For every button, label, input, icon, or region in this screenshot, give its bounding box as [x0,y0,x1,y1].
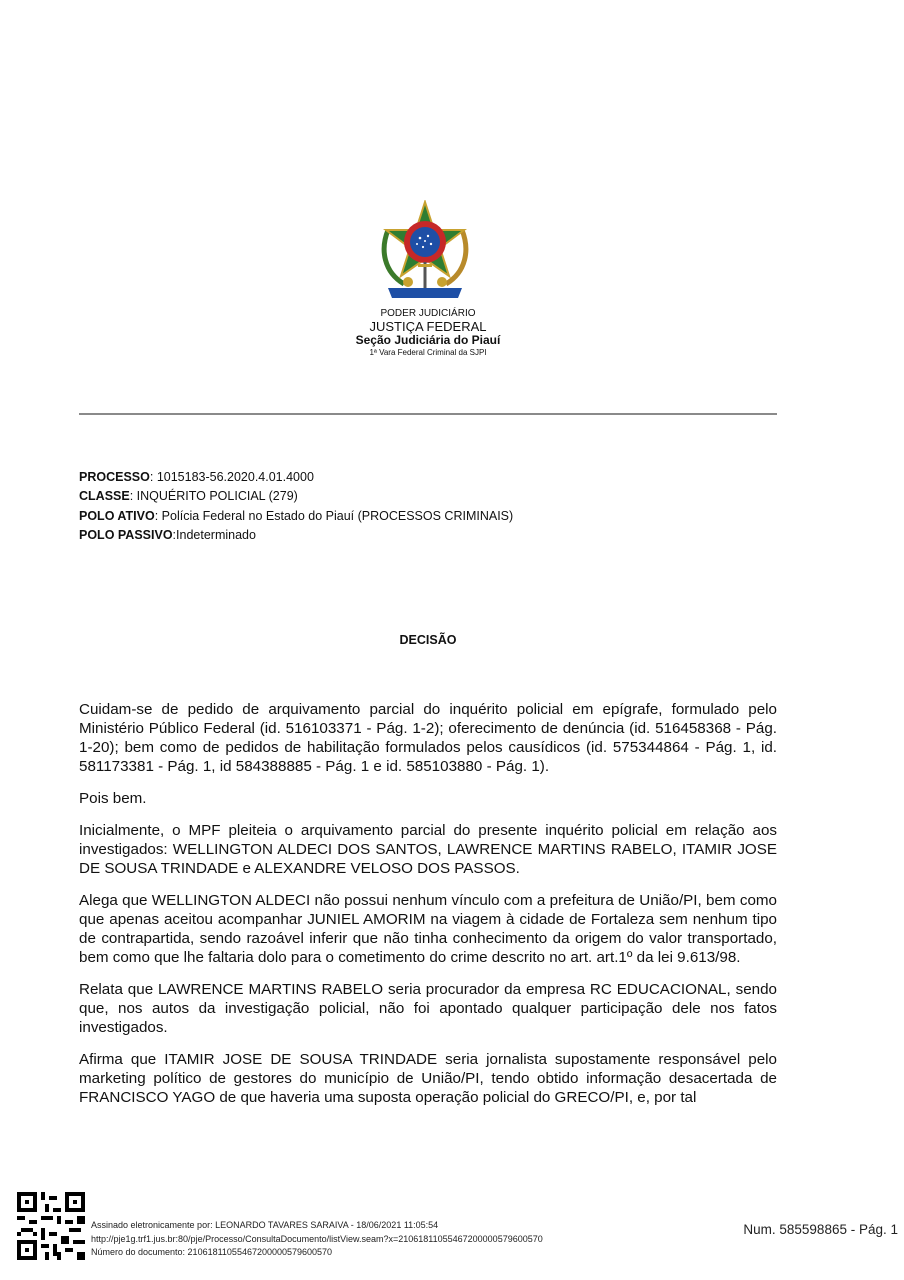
body-paragraph: Cuidam-se de pedido de arquivamento parcial do inquérito policial em epígrafe, formulado pelo Ministério Público Federal (id. 516103371 - Pág. 1-2); oferecimento de denúncia (id. 516458368 - Pág. 1-20); bem como de pedidos de habilitação formulados pelos causídicos (id. 575344864 - Pág. 1, id. 581173381 - Pág. 1, id 584388885 - Pág. 1 e id. 585103880 - Pág. 1). [79,701,777,775]
court-header [0,308,856,357]
metadata-value: INQUÉRITO POLICIAL (279) [136,489,298,504]
metadata-label: POLO ATIVO [79,508,155,523]
metadata-row: PROCESSO: 1015183-56.2020.4.01.4000 [79,470,314,484]
metadata-row: POLO ATIVO: Polícia Federal no Estado do Piauí (PROCESSOS CRIMINAIS) [79,508,514,523]
body-paragraph: Alega que WELLINGTON ALDECI não possui nenhum vínculo com a prefeitura de União/PI, bem como que apenas aceitou acompanhar JUNIEL AMORIM na viagem à cidade de Fortaleza sem nenhum tipo de contrapartida, sendo razoável inferir que não tinha conhecimento da origem do valor transportado, bem como que lhe faltaria dolo para o cometimento do crime descrito no art. art.1º da lei 9.613/98. [79,892,777,966]
document-body [79,700,777,1120]
metadata-row: CLASSE: INQUÉRITO POLICIAL (279) [79,489,298,504]
metadata-label: CLASSE [79,489,130,504]
body-paragraph: Inicialmente, o MPF pleiteia o arquivamento parcial do presente inquérito policial em relação aos investigados: WELLINGTON ALDECI DOS SANTOS, LAWRENCE MARTINS RABELO, ITAMIR JOSE DE SOUSA TRINDADE e ALEXANDRE VELOSO DOS PASSOS. [79,822,777,877]
qr-code-icon [17,1192,85,1260]
signed-by-text: Assinado eletronicamente por: LEONARDO TAVARES SARAIVA - 18/06/2021 11:05:54 [91,1220,439,1230]
metadata-label: PROCESSO [79,470,150,484]
signature-info [91,1219,543,1260]
document-title: DECISÃO [399,633,457,647]
header-line-1: PODER JUDICIÁRIO [380,308,476,319]
body-paragraph: Pois bem. [79,790,147,807]
document-number: Número do documento: 21061811055467200000579600570 [91,1247,333,1257]
metadata-label: POLO PASSIVO [79,527,173,542]
coat-of-arms-emblem [378,200,472,304]
document-url[interactable]: http://pje1g.trf1.jus.br:80/pje/Processo/ConsultaDocumento/listView.seam?x=21061811055467200000579600570 [91,1233,543,1244]
header-line-3: Seção Judiciária do Piauí [355,333,501,348]
body-paragraph: Afirma que ITAMIR JOSE DE SOUSA TRINDADE seria jornalista supostamente responsável pelo marketing político de gestores do município de União/PI, tendo obtido informação desacertada de FRANCISCO YAGO de que haveria uma suposta operação policial do GRECO/PI, e, por tal [79,1051,777,1106]
metadata-value: 1015183-56.2020.4.01.4000 [156,470,314,484]
header-line-4: 1ª Vara Federal Criminal da SJPI [369,348,487,358]
case-metadata [79,468,513,545]
body-paragraph: Relata que LAWRENCE MARTINS RABELO seria procurador da empresa RC EDUCACIONAL, sendo que, nos autos da investigação policial, não foi apontado qualquer participação dele nos fatos investigados. [79,981,777,1036]
metadata-value: Polícia Federal no Estado do Piauí (PROCESSOS CRIMINAIS) [161,508,514,523]
metadata-row: POLO PASSIVO:Indeterminado [79,527,256,542]
page-number: Num. 585598865 - Pág. 1 [743,1222,898,1237]
header-divider [79,413,777,415]
metadata-value: Indeterminado [176,527,256,542]
header-line-2: JUSTIÇA FEDERAL [369,318,487,334]
